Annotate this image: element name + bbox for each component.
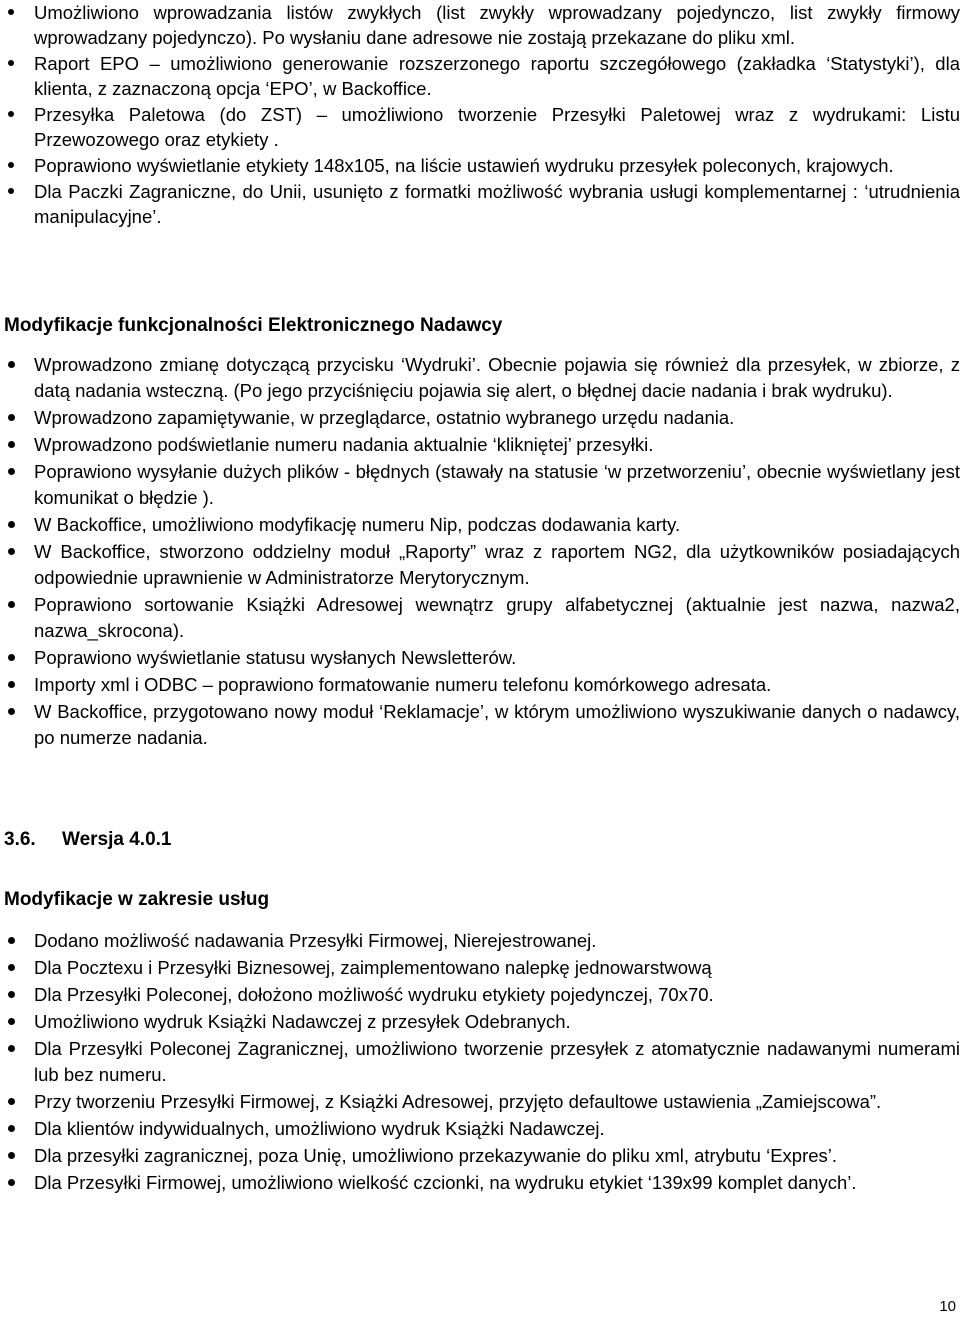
list-item: Dla Paczki Zagraniczne, do Unii, usunięto z formatki możliwość wybrania usługi komplementarnej : ‘utrudnienia manipulacyjne’.: [34, 179, 960, 229]
bullet-icon: [8, 1152, 15, 1159]
bullet-icon: [8, 111, 14, 117]
list-item: W Backoffice, przygotowano nowy moduł ‘Reklamacje’, w którym umożliwiono wyszukiwanie danych o nadawcy, po numerze nadania.: [34, 699, 960, 751]
list-item: Dla Przesyłki Poleconej Zagranicznej, umożliwiono tworzenie przesyłek z atomatycznie nadawanymi numerami lub bez numeru.: [34, 1036, 960, 1088]
list-item: Poprawiono wyświetlanie etykiety 148x105, na liście ustawień wydruku przesyłek poleconych, krajowych.: [34, 153, 960, 178]
list-item: Dodano możliwość nadawania Przesyłki Firmowej, Nierejestrowanej.: [34, 928, 960, 954]
bullet-icon: [8, 601, 15, 608]
bullet-icon: [8, 937, 15, 944]
section-number: 3.6.: [4, 829, 36, 850]
bullet-list-mid: [34, 352, 960, 751]
list-item: Poprawiono wyświetlanie statusu wysłanych Newsletterów.: [34, 645, 960, 671]
list-item: Raport EPO – umożliwiono generowanie rozszerzonego raportu szczegółowego (zakładka ‘Statystyki’), dla klienta, z zaznaczoną opcja ‘EPO’, w Backoffice.: [34, 51, 960, 101]
bullet-icon: [8, 708, 15, 715]
list-item: Umożliwiono wprowadzania listów zwykłych (list zwykły wprowadzany pojedynczo, list zwykły firmowy wprowadzany pojedynczo). Po wysłaniu dane adresowe nie zostają przekazane do pliku xml.: [34, 0, 960, 50]
bullet-icon: [8, 468, 15, 475]
bullet-icon: [8, 188, 14, 194]
section-number-heading: [4, 828, 172, 852]
bullet-icon: [8, 1098, 15, 1105]
list-item: Dla Przesyłki Poleconej, dołożono możliwość wydruku etykiety pojedynczej, 70x70.: [34, 982, 960, 1008]
section-heading: Modyfikacje funkcjonalności Elektronicznego Nadawcy: [4, 315, 503, 336]
list-item: Dla klientów indywidualnych, umożliwiono wydruk Książki Nadawczej.: [34, 1116, 960, 1142]
list-item: Wprowadzono podświetlanie numeru nadania aktualnie ‘klikniętej’ przesyłki.: [34, 432, 960, 458]
bullet-icon: [8, 654, 15, 661]
list-item: W Backoffice, umożliwiono modyfikację numeru Nip, podczas dodawania karty.: [34, 512, 960, 538]
list-item: Dla Pocztexu i Przesyłki Biznesowej, zaimplementowano nalepkę jednowarstwową: [34, 955, 960, 981]
list-item: Dla przesyłki zagranicznej, poza Unię, umożliwiono przekazywanie do pliku xml, atrybutu ‘Expres’.: [34, 1143, 960, 1169]
bullet-icon: [8, 1179, 15, 1186]
bullet-icon: [8, 60, 14, 66]
bullet-icon: [8, 1125, 15, 1132]
list-item: Umożliwiono wydruk Książki Nadawczej z przesyłek Odebranych.: [34, 1009, 960, 1035]
bullet-icon: [8, 162, 14, 168]
list-item: Wprowadzono zmianę dotyczącą przycisku ‘Wydruki’. Obecnie pojawia się również dla przesyłek, w zbiorze, z datą nadania wsteczną. (Po jego przyciśnięciu pojawia się alert, o błędnej dacie nadania i brak wydruku).: [34, 352, 960, 404]
bullet-list-top: [34, 0, 960, 229]
page-number: 10: [939, 1298, 956, 1315]
list-item: W Backoffice, stworzono oddzielny moduł „Raporty” wraz z raportem NG2, dla użytkowników posiadających odpowiednie uprawnienie w Administratorze Merytorycznym.: [34, 539, 960, 591]
list-item: Przesyłka Paletowa (do ZST) – umożliwiono tworzenie Przesyłki Paletowej wraz z wydrukami: Listu Przewozowego oraz etykiety .: [34, 102, 960, 152]
bullet-icon: [8, 681, 15, 688]
bullet-icon: [8, 964, 15, 971]
bullet-list-bottom: [34, 928, 960, 1196]
list-item: Dla Przesyłki Firmowej, umożliwiono wielkość czcionki, na wydruku etykiet ‘139x99 komplet danych’.: [34, 1170, 960, 1196]
bullet-icon: [8, 1018, 15, 1025]
bullet-icon: [8, 414, 15, 421]
bullet-icon: [8, 1045, 15, 1052]
list-item: Wprowadzono zapamiętywanie, w przeglądarce, ostatnio wybranego urzędu nadania.: [34, 405, 960, 431]
list-item: Importy xml i ODBC – poprawiono formatowanie numeru telefonu komórkowego adresata.: [34, 672, 960, 698]
list-item: Poprawiono sortowanie Książki Adresowej wewnątrz grupy alfabetycznej (aktualnie jest nazwa, nazwa2, nazwa_skrocona).: [34, 592, 960, 644]
bullet-icon: [8, 441, 15, 448]
bullet-icon: [8, 991, 15, 998]
section-heading: Modyfikacje w zakresie usług: [4, 889, 270, 910]
bullet-icon: [8, 9, 14, 15]
bullet-icon: [8, 361, 15, 368]
list-item: Przy tworzeniu Przesyłki Firmowej, z Książki Adresowej, przyjęto defaultowe ustawienia „Zamiejscowa”.: [34, 1089, 960, 1115]
section-title: Wersja 4.0.1: [62, 829, 172, 850]
bullet-icon: [8, 521, 15, 528]
list-item: Poprawiono wysyłanie dużych plików - błędnych (stawały na statusie ‘w przetworzeniu’, obecnie wyświetlany jest komunikat o błędzie ).: [34, 459, 960, 511]
bullet-icon: [8, 548, 15, 555]
